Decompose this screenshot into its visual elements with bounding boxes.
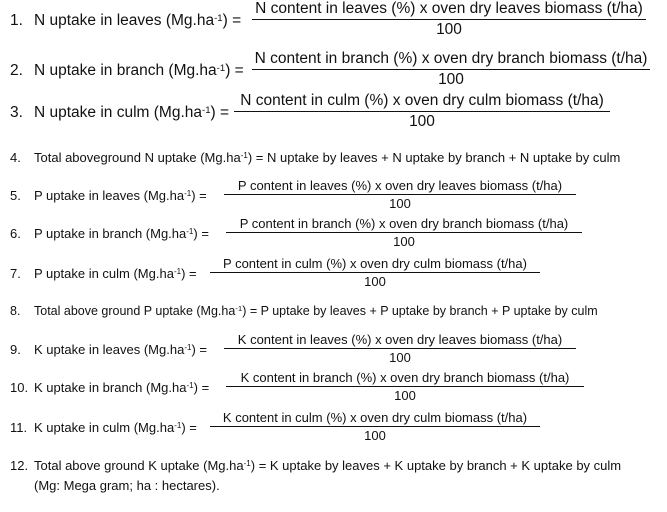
fraction-denominator: 100 [394, 388, 416, 403]
equation-lhs: K uptake in culm $(Mg.ha^{-1})$ = [34, 420, 197, 435]
equation-text: Total above ground K uptake $(Mg.ha^{-1}) = K$ uptake by leaves + K uptake by branch + K uptake by culm [34, 458, 622, 473]
footnote-text: (Mg: Mega gram; ha : hectares). [34, 478, 220, 493]
equation-number: 1. [10, 12, 23, 29]
equation-9 [10, 332, 660, 372]
equation-number: 11. [10, 420, 28, 435]
equation-number: 6. [10, 226, 21, 241]
equation-number: 10. [10, 380, 29, 395]
equation-lhs: N uptake in branch $(Mg.ha^{-1})$ = [34, 62, 244, 79]
equation-number: 2. [10, 62, 23, 79]
fraction-numerator: N content in culm (%) x oven dry culm biomass (t/ha) [234, 92, 610, 112]
fraction-denominator: 100 [389, 196, 411, 211]
equation-number: 4. [10, 150, 21, 165]
fraction-denominator: 100 [393, 234, 415, 249]
fraction [252, 0, 646, 39]
equation-12 [10, 458, 666, 478]
fraction [210, 410, 540, 443]
equation-number: 5. [10, 188, 21, 203]
fraction [252, 50, 650, 89]
fraction-numerator: P content in leaves (%) x oven dry leaves biomass (t/ha) [224, 178, 576, 195]
fraction-denominator: 100 [364, 428, 386, 443]
footnote [34, 478, 220, 493]
equation-4 [10, 150, 660, 170]
equation-8 [10, 304, 660, 324]
fraction-denominator: 100 [438, 71, 464, 88]
fraction [226, 216, 582, 249]
equation-text: Total aboveground N uptake $(Mg.ha^{-1}) = N$ uptake by leaves + N uptake by branch + N uptake by culm [34, 150, 621, 165]
equation-3 [10, 92, 660, 140]
fraction-numerator: K content in branch (%) x oven dry branch biomass (t/ha) [226, 370, 584, 387]
fraction [210, 256, 540, 289]
fraction [224, 178, 576, 211]
equation-lhs: N uptake in leaves $(Mg.ha^{-1})$ = [34, 12, 242, 29]
fraction-denominator: 100 [409, 113, 435, 130]
equation-11 [10, 410, 660, 450]
fraction-numerator: P content in branch (%) x oven dry branch biomass (t/ha) [226, 216, 582, 233]
equation-5 [10, 178, 660, 218]
equation-lhs: P uptake in branch $(Mg.ha^{-1})$ = [34, 226, 209, 241]
equation-number: 12. [10, 458, 29, 473]
equation-1 [10, 0, 660, 48]
fraction-numerator: K content in culm (%) x oven dry culm biomass (t/ha) [210, 410, 540, 427]
fraction-numerator: N content in branch (%) x oven dry branch biomass (t/ha) [252, 50, 650, 70]
equation-text: Total above ground P uptake $(Mg.ha^{-1}) = P$ uptake by leaves + P uptake by branch + P uptake by culm [34, 304, 598, 318]
fraction-denominator: 100 [389, 350, 411, 365]
fraction-numerator: N content in leaves (%) x oven dry leaves biomass (t/ha) [252, 0, 646, 20]
equation-number: 3. [10, 104, 23, 121]
equation-2 [10, 50, 660, 98]
equation-lhs: K uptake in leaves $(Mg.ha^{-1})$ = [34, 342, 208, 357]
fraction [224, 332, 576, 365]
fraction-denominator: 100 [436, 21, 462, 38]
equation-7 [10, 256, 660, 296]
equation-6 [10, 216, 660, 256]
equation-10 [10, 370, 660, 410]
fraction-numerator: P content in culm (%) x oven dry culm biomass (t/ha) [210, 256, 540, 273]
equation-lhs: P uptake in leaves $(Mg.ha^{-1})$ = [34, 188, 207, 203]
fraction-denominator: 100 [364, 274, 386, 289]
equation-lhs: K uptake in branch $(Mg.ha^{-1})$ = [34, 380, 210, 395]
equation-lhs: N uptake in culm $(Mg.ha^{-1})$ = [34, 104, 230, 121]
equation-number: 8. [10, 304, 21, 318]
equation-number: 9. [10, 342, 21, 357]
fraction-numerator: K content in leaves (%) x oven dry leaves biomass (t/ha) [224, 332, 576, 349]
fraction [226, 370, 584, 403]
equation-number: 7. [10, 266, 21, 281]
fraction [234, 92, 610, 131]
equation-lhs: P uptake in culm $(Mg.ha^{-1})$ = [34, 266, 197, 281]
